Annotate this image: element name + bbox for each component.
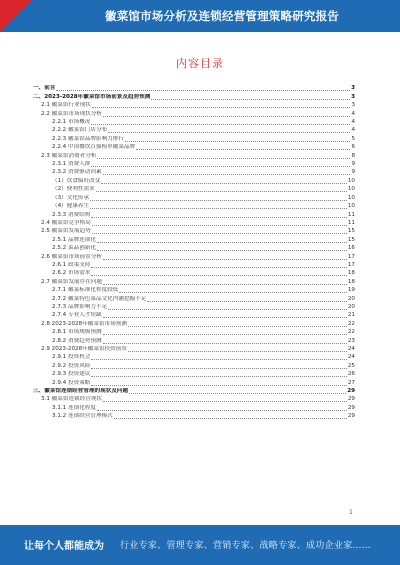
toc-entry-page: 29 [347,413,355,420]
toc-entry[interactable] [33,210,355,218]
document-title: 徽菜馆市场分析及连锁经营管理策略研究报告 [105,9,339,23]
toc-leader-dots [136,148,350,150]
toc-leader-dots [92,232,347,234]
toc-entry-page: 29 [347,388,355,395]
toc-entry-page: 18 [347,278,355,285]
toc-entry-page: 3 [351,85,355,92]
toc-entry-page: 11 [347,211,355,218]
toc-entry-title: （2）便利性需求 [52,186,95,193]
toc-leader-dots [97,157,350,159]
toc-leader-dots [108,131,350,133]
toc-leader-dots [125,140,350,142]
toc-entry-title: 2.9.3 投资建议 [52,371,91,378]
toc-entry-page: 4 [351,127,355,134]
toc-entry[interactable] [33,269,355,277]
toc-entry-page: 10 [347,194,355,201]
toc-entry-title: 3.1 徽菜馆连锁经营现状 [41,396,103,403]
toc-leader-dots [151,98,350,100]
toc-entry-title: 二、2023-2028年徽菜馆市场前景及趋势预测 [33,93,151,100]
toc-leader-dots [103,258,347,260]
toc-entry[interactable] [33,202,355,210]
toc-leader-dots [108,308,347,310]
toc-leader-dots [128,325,347,327]
toc-entry-title: 2.2.3 徽菜馆品牌影响力排行 [52,135,124,142]
toc-entry-title: 2.3.2 消费驱动因素 [52,169,102,176]
toc-entry[interactable] [33,336,355,344]
toc-leader-dots [92,106,351,108]
header-bar [0,0,400,32]
toc-entry-page: 25 [347,362,355,369]
toc-entry[interactable] [33,185,355,193]
toc-entry-title: 2.2 徽菜馆市场现状分析 [41,110,103,117]
toc-entry-page: 9 [351,169,355,176]
toc-entry-title: （1）饮食偏好改变 [52,177,101,184]
toc-leader-dots [103,115,350,117]
toc-entry-page: 8 [351,152,355,159]
toc-entry[interactable] [33,277,355,285]
toc-entry[interactable] [33,193,355,201]
toc-entry-title: 2.2.1 市场概况 [52,119,91,126]
toc-entry[interactable] [33,412,355,420]
toc-entry-title: 3.1.2 连锁经营管理模式 [52,413,113,420]
toc-entry-title: 2.6.2 市场需求 [52,270,91,277]
toc-entry[interactable] [33,328,355,336]
toc-leader-dots [91,358,346,360]
toc-leader-dots [91,384,346,386]
toc-entry[interactable] [33,109,355,117]
toc-leader-dots [91,274,346,276]
toc-entry-page: 22 [347,320,355,327]
toc-entry[interactable] [33,84,355,92]
toc-leader-dots [91,367,346,369]
toc-entry-page: 21 [347,312,355,319]
toc-leader-dots [91,216,346,218]
toc-entry[interactable] [33,134,355,142]
toc-entry[interactable] [33,361,355,369]
toc-leader-dots [103,283,347,285]
toc-entry-page: 17 [347,253,355,260]
toc-entry-title: 2.7.4 专业人才短缺 [52,312,102,319]
toc-leader-dots [129,392,346,394]
toc-entry-title: （4）健康养生 [52,203,90,210]
toc-leader-dots [114,417,347,419]
toc-entry-title: 三、徽菜馆连锁经营管理的现状及问题 [33,388,129,395]
toc-entry-title: 2.2.4 中国餐饮百强榜单徽菜品牌 [52,144,136,151]
toc-entry-title: 2.7.2 徽菜特色菜品文化内涵挖掘不足 [52,295,147,302]
toc-leader-dots [97,409,347,411]
toc-entry-page: 11 [347,219,355,226]
header-accent-triangle [0,0,32,32]
toc-entry[interactable] [33,395,355,403]
toc-entry-page: 26 [347,371,355,378]
toc-entry-page: 29 [347,404,355,411]
toc-entry-title: 2.7.3 品牌影响力不足 [52,303,108,310]
toc-entry[interactable] [33,168,355,176]
footer-slogan: 让每个人都能成为 [24,541,104,552]
toc-leader-dots [91,165,350,167]
toc-entry-title: 2.9 2023-2028年徽菜馆投资前景 [41,346,127,352]
toc-entry-title: 2.6 徽菜馆市场前景分析 [41,253,103,260]
toc-entry-title: 2.5.1 品牌连锁化 [52,236,96,243]
toc-entry[interactable] [33,311,355,319]
toc-entry-page: 17 [347,261,355,268]
toc-leader-dots [56,89,350,91]
toc-title: 内容目录 [176,57,224,70]
toc-entry[interactable] [33,378,355,386]
toc-leader-dots [90,199,347,201]
toc-entry[interactable] [33,387,355,395]
toc-entry[interactable] [33,319,355,327]
toc-entry-page: 18 [347,270,355,277]
toc-leader-dots [103,173,351,175]
toc-entry[interactable] [33,126,355,134]
toc-entry-page: 19 [347,287,355,294]
toc-entry[interactable] [33,261,355,269]
table-of-contents [33,84,355,420]
toc-entry-page: 4 [351,110,355,117]
toc-leader-dots [92,224,347,226]
toc-entry-page: 10 [347,177,355,184]
toc-entry[interactable] [33,92,355,100]
toc-leader-dots [91,266,346,268]
toc-entry-title: 2.4 徽菜馆竞争格局 [41,219,91,226]
toc-entry-page: 23 [347,337,355,344]
toc-entry-page: 3 [351,93,355,100]
toc-entry[interactable] [33,353,355,361]
toc-entry-page: 22 [347,329,355,336]
toc-entry-title: 2.5 徽菜馆发展趋势 [41,228,91,235]
toc-entry-title: 2.6.1 政策支持 [52,261,91,268]
page-number: 1 [349,509,353,516]
toc-entry-title: （3）文化传承 [52,194,90,201]
toc-entry[interactable] [33,244,355,252]
toc-entry[interactable] [33,160,355,168]
footer-bar [0,525,400,565]
toc-entry[interactable] [33,143,355,151]
toc-entry-page: 20 [347,295,355,302]
toc-entry[interactable] [33,370,355,378]
toc-leader-dots [90,207,347,209]
toc-entry-title: 2.3.3 消费结构 [52,211,91,218]
toc-entry-title: 一、前言 [33,85,56,92]
toc-entry-page: 10 [347,203,355,210]
toc-entry-title: 2.9.4 投资策略 [52,379,91,386]
toc-leader-dots [91,123,350,125]
toc-entry-title: 2.5.2 菜品创新化 [52,245,96,252]
toc-leader-dots [128,350,347,352]
toc-entry-page: 20 [347,303,355,310]
toc-entry[interactable] [33,403,355,411]
toc-entry-page: 29 [347,396,355,403]
toc-entry[interactable] [33,118,355,126]
toc-entry-page: 5 [351,135,355,142]
toc-leader-dots [103,316,347,318]
toc-leader-dots [91,375,346,377]
toc-entry[interactable] [33,151,355,159]
toc-entry-page: 9 [351,161,355,168]
toc-entry-title: 2.3 徽菜馆消费者分析 [41,152,97,159]
toc-leader-dots [97,241,347,243]
toc-entry-page: 6 [351,144,355,151]
toc-entry[interactable] [33,219,355,227]
toc-entry[interactable] [33,176,355,184]
toc-entry-title: 2.7.1 徽菜标准化程度较低 [52,287,119,294]
toc-entry-page: 15 [347,236,355,243]
toc-entry[interactable] [33,227,355,235]
toc-leader-dots [97,249,347,251]
toc-leader-dots [103,400,347,402]
toc-leader-dots [101,182,347,184]
toc-entry-title: 2.9.2 投资风险 [52,362,91,369]
toc-entry-page: 24 [347,354,355,361]
toc-entry-title: 2.9.1 投资机会 [52,354,91,361]
toc-entry-title: 2.1 徽菜馆行业现状 [41,102,91,109]
toc-entry[interactable] [33,345,355,353]
toc-entry-title: 2.8 2023-2028年徽菜馆市场预测 [41,320,127,327]
toc-entry-page: 27 [347,379,355,386]
toc-entry[interactable] [33,252,355,260]
toc-entry[interactable] [33,294,355,302]
toc-entry-title: 2.2.2 徽菜馆门店分布 [52,127,108,134]
toc-leader-dots [147,300,347,302]
toc-entry-title: 3.1.1 连锁化程度 [52,404,96,411]
toc-entry-page: 15 [347,228,355,235]
toc-leader-dots [96,190,347,192]
toc-leader-dots [103,342,347,344]
toc-entry-page: 16 [347,245,355,252]
toc-entry-title: 2.7 徽菜馆发展存在问题 [41,278,103,285]
toc-entry[interactable] [33,286,355,294]
toc-entry-title: 2.8.1 市场规模预测 [52,329,102,336]
toc-entry[interactable] [33,235,355,243]
toc-leader-dots [119,291,347,293]
toc-entry-page: 3 [351,102,355,109]
toc-entry[interactable] [33,101,355,109]
toc-entry[interactable] [33,303,355,311]
footer-tagline: 行业专家、管理专家、营销专家、战略专家、成功企业家…… [120,541,372,551]
toc-entry-page: 4 [351,119,355,126]
toc-entry-page: 10 [347,186,355,193]
toc-entry-title: 2.3.1 消费人群 [52,161,91,168]
toc-leader-dots [103,333,347,335]
toc-entry-page: 24 [347,346,355,352]
toc-entry-title: 2.8.2 消费趋势预测 [52,337,102,344]
